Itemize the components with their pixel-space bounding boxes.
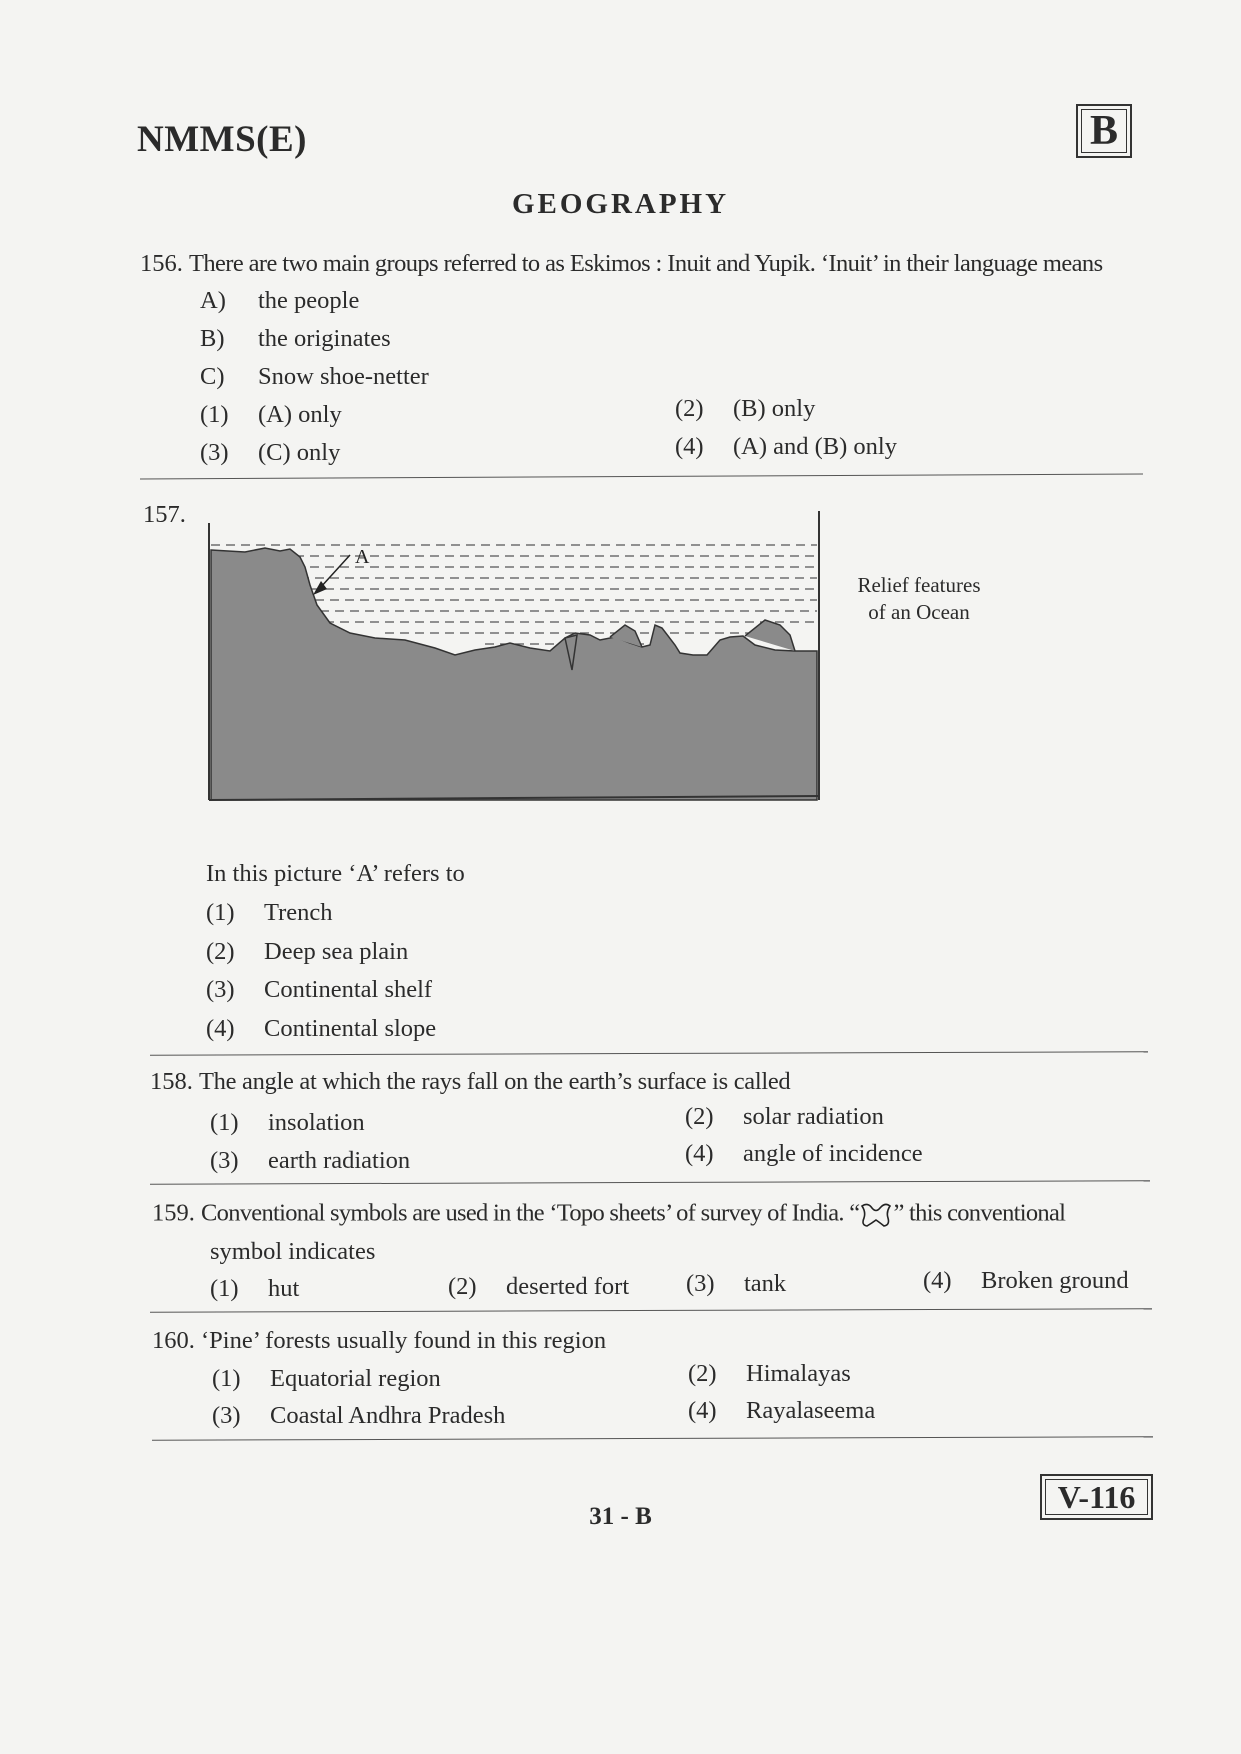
option-label: (4): [688, 1397, 717, 1424]
caption-line-2: of an Ocean: [868, 600, 970, 624]
option-label: (1): [210, 1275, 239, 1302]
option-2[interactable]: [675, 397, 815, 422]
option-text: Trench: [264, 899, 333, 926]
question-text-cont: ” this conventional: [893, 1199, 1066, 1227]
option-label: (1): [210, 1109, 239, 1136]
option-text: solar radiation: [743, 1103, 884, 1130]
option-text: Rayalaseema: [746, 1397, 876, 1424]
divider: [150, 1180, 1150, 1184]
figure-label: A: [355, 546, 370, 568]
divider: [152, 1436, 1153, 1440]
option-text: Equatorial region: [270, 1365, 441, 1392]
option-label: (3): [686, 1270, 715, 1297]
statement-label: C): [200, 363, 225, 390]
option-label: (3): [200, 439, 229, 466]
option-1[interactable]: [210, 1277, 299, 1302]
statement-a: [200, 289, 359, 314]
option-label: (4): [206, 1015, 235, 1042]
option-2[interactable]: [448, 1275, 629, 1300]
option-4[interactable]: [206, 1017, 436, 1042]
caption-line-1: Relief features: [857, 573, 981, 597]
option-text: (C) only: [258, 439, 341, 466]
option-label: (4): [923, 1267, 952, 1294]
option-text: angle of incidence: [743, 1140, 923, 1167]
question-number: 158.: [150, 1068, 193, 1095]
option-text: (B) only: [733, 395, 816, 422]
figure-caption: [844, 572, 994, 626]
question-text: The angle at which the rays fall on the earth’s surface is called: [199, 1068, 791, 1095]
option-text: deserted fort: [506, 1273, 630, 1300]
option-3[interactable]: [686, 1272, 786, 1297]
statement-c: [200, 365, 429, 390]
option-label: (2): [685, 1103, 714, 1130]
option-label: (3): [212, 1402, 241, 1429]
statement-label: A): [200, 287, 226, 314]
set-label: B: [1089, 108, 1118, 154]
paper-code: V-116: [1057, 1478, 1136, 1515]
option-text: Continental shelf: [264, 976, 433, 1003]
option-4[interactable]: [685, 1142, 923, 1167]
option-label: (2): [448, 1273, 477, 1300]
option-text: (A) and (B) only: [733, 433, 897, 460]
divider: [150, 1308, 1152, 1312]
option-3[interactable]: [200, 441, 340, 466]
option-1[interactable]: [210, 1111, 365, 1136]
option-label: (1): [200, 401, 229, 428]
option-1[interactable]: [212, 1367, 441, 1392]
option-3[interactable]: [210, 1149, 410, 1174]
option-2[interactable]: [206, 940, 408, 965]
option-label: (4): [675, 433, 704, 460]
option-3[interactable]: [206, 978, 432, 1003]
option-4[interactable]: [675, 435, 897, 460]
option-text: insolation: [268, 1109, 365, 1136]
option-3[interactable]: [212, 1404, 505, 1429]
option-2[interactable]: [688, 1362, 851, 1387]
option-text: Himalayas: [746, 1360, 851, 1387]
question-text: In this picture ‘A’ refers to: [206, 860, 465, 887]
option-text: hut: [268, 1275, 300, 1302]
question-text: There are two main groups referred to as Eskimos : Inuit and Yupik. ‘Inuit’ in their language means: [189, 250, 1103, 277]
option-1[interactable]: [200, 403, 342, 428]
question-156: [140, 252, 1103, 277]
paper-code-badge: [1040, 1474, 1153, 1520]
question-number: 156.: [140, 250, 183, 277]
statement-label: B): [200, 325, 225, 352]
question-text: ‘Pine’ forests usually found in this region: [201, 1327, 607, 1354]
option-text: Continental slope: [264, 1015, 437, 1042]
option-text: (A) only: [258, 401, 342, 428]
ocean-relief-figure: [205, 505, 825, 805]
set-badge: [1076, 104, 1132, 158]
question-number: 160.: [152, 1327, 195, 1354]
option-label: (4): [685, 1140, 714, 1167]
option-label: (3): [206, 976, 235, 1003]
option-text: earth radiation: [268, 1147, 411, 1174]
broken-ground-symbol-icon: [859, 1200, 893, 1230]
question-160: [152, 1329, 606, 1354]
option-text: Deep sea plain: [264, 938, 409, 965]
question-159: [152, 1200, 1065, 1230]
option-text: tank: [744, 1270, 787, 1297]
divider: [150, 1051, 1148, 1055]
option-2[interactable]: [685, 1105, 884, 1130]
divider: [140, 474, 1143, 480]
option-label: (1): [212, 1365, 241, 1392]
option-1[interactable]: [206, 901, 333, 926]
question-text: Conventional symbols are used in the ‘Topo sheets’ of survey of India. “: [201, 1199, 860, 1227]
question-number: 159.: [152, 1199, 195, 1227]
option-label: (3): [210, 1147, 239, 1174]
option-label: (2): [688, 1360, 717, 1387]
statement-b: [200, 327, 391, 352]
statement-text: the people: [258, 287, 360, 314]
seabed: [211, 548, 817, 800]
page-number: 31 - B: [589, 1503, 652, 1530]
pointer-arrow: [320, 555, 350, 588]
option-text: Broken ground: [981, 1267, 1129, 1294]
option-label: (2): [675, 395, 704, 422]
question-number: 157.: [143, 501, 186, 528]
subject-title: GEOGRAPHY: [511, 188, 730, 220]
question-158: [150, 1070, 790, 1095]
option-label: (2): [206, 938, 235, 965]
question-text-line2: symbol indicates: [210, 1238, 376, 1265]
statement-text: Snow shoe-netter: [258, 363, 429, 390]
option-text: Coastal Andhra Pradesh: [270, 1402, 506, 1429]
option-4[interactable]: [923, 1269, 1129, 1294]
option-label: (1): [206, 899, 235, 926]
statement-text: the originates: [258, 325, 391, 352]
option-4[interactable]: [688, 1399, 875, 1424]
exam-code: NMMS(E): [137, 119, 307, 160]
